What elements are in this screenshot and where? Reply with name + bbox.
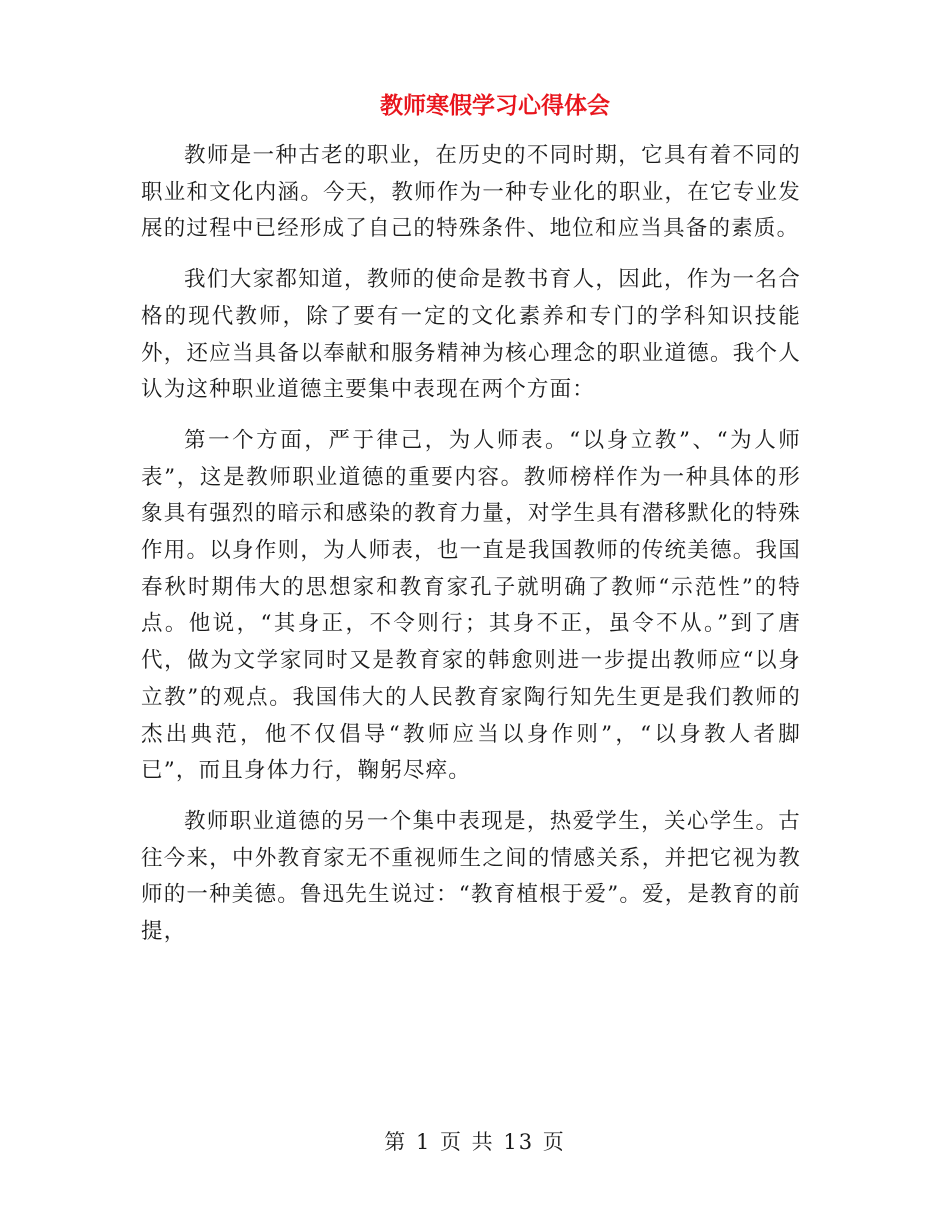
document-title: 教师寒假学习心得体会 <box>380 92 610 119</box>
paragraph-4: 教师职业道德的另一个集中表现是，热爱学生，关心学生。古往今来，中外教育家无不重视师生之间的情感关系，并把它视为教师的一种美德。鲁迅先生说过：“教育植根于爱”。爱，是教育的前提， <box>141 808 801 945</box>
paragraph-2: 我们大家都知道，教师的使命是教书育人，因此，作为一名合格的现代教师，除了要有一定的文化素养和专门的学科知识技能外，还应当具备以奉献和服务精神为核心理念的职业道德。我个人认为这种职业道德主要集中表现在两个方面： <box>141 267 801 403</box>
paragraph-3: 第一个方面，严于律己，为人师表。“以身立教”、“为人师表”，这是教师职业道德的重要内容。教师榜样作为一种具体的形象具有强烈的暗示和感染的教育力量，对学生具有潜移默化的特殊作用。以身作则，为人师表，也一直是我国教师的传统美德。我国春秋时期伟大的思想家和教育家孔子就明确了教师“示范性”的特点。他说，“其身正，不令则行；其身不正，虽令不从。”到了唐代，做为文学家同时又是教育家的韩愈则进一步提出教师应“以身立教”的观点。我国伟大的人民教育家陶行知先生更是我们教师的杰出典范，他不仅倡导“教师应当以身作则”，“以身教人者脚已”，而且身体力行，鞠躬尽瘁。 <box>141 427 801 784</box>
paragraph-1: 教师是一种古老的职业，在历史的不同时期，它具有着不同的职业和文化内涵。今天，教师作为一种专业化的职业，在它专业发展的过程中已经形成了自己的特殊条件、地位和应当具备的素质。 <box>141 143 801 242</box>
document-body <box>141 138 801 951</box>
page-footer: 第 1 页 共 13 页 <box>384 1130 566 1154</box>
